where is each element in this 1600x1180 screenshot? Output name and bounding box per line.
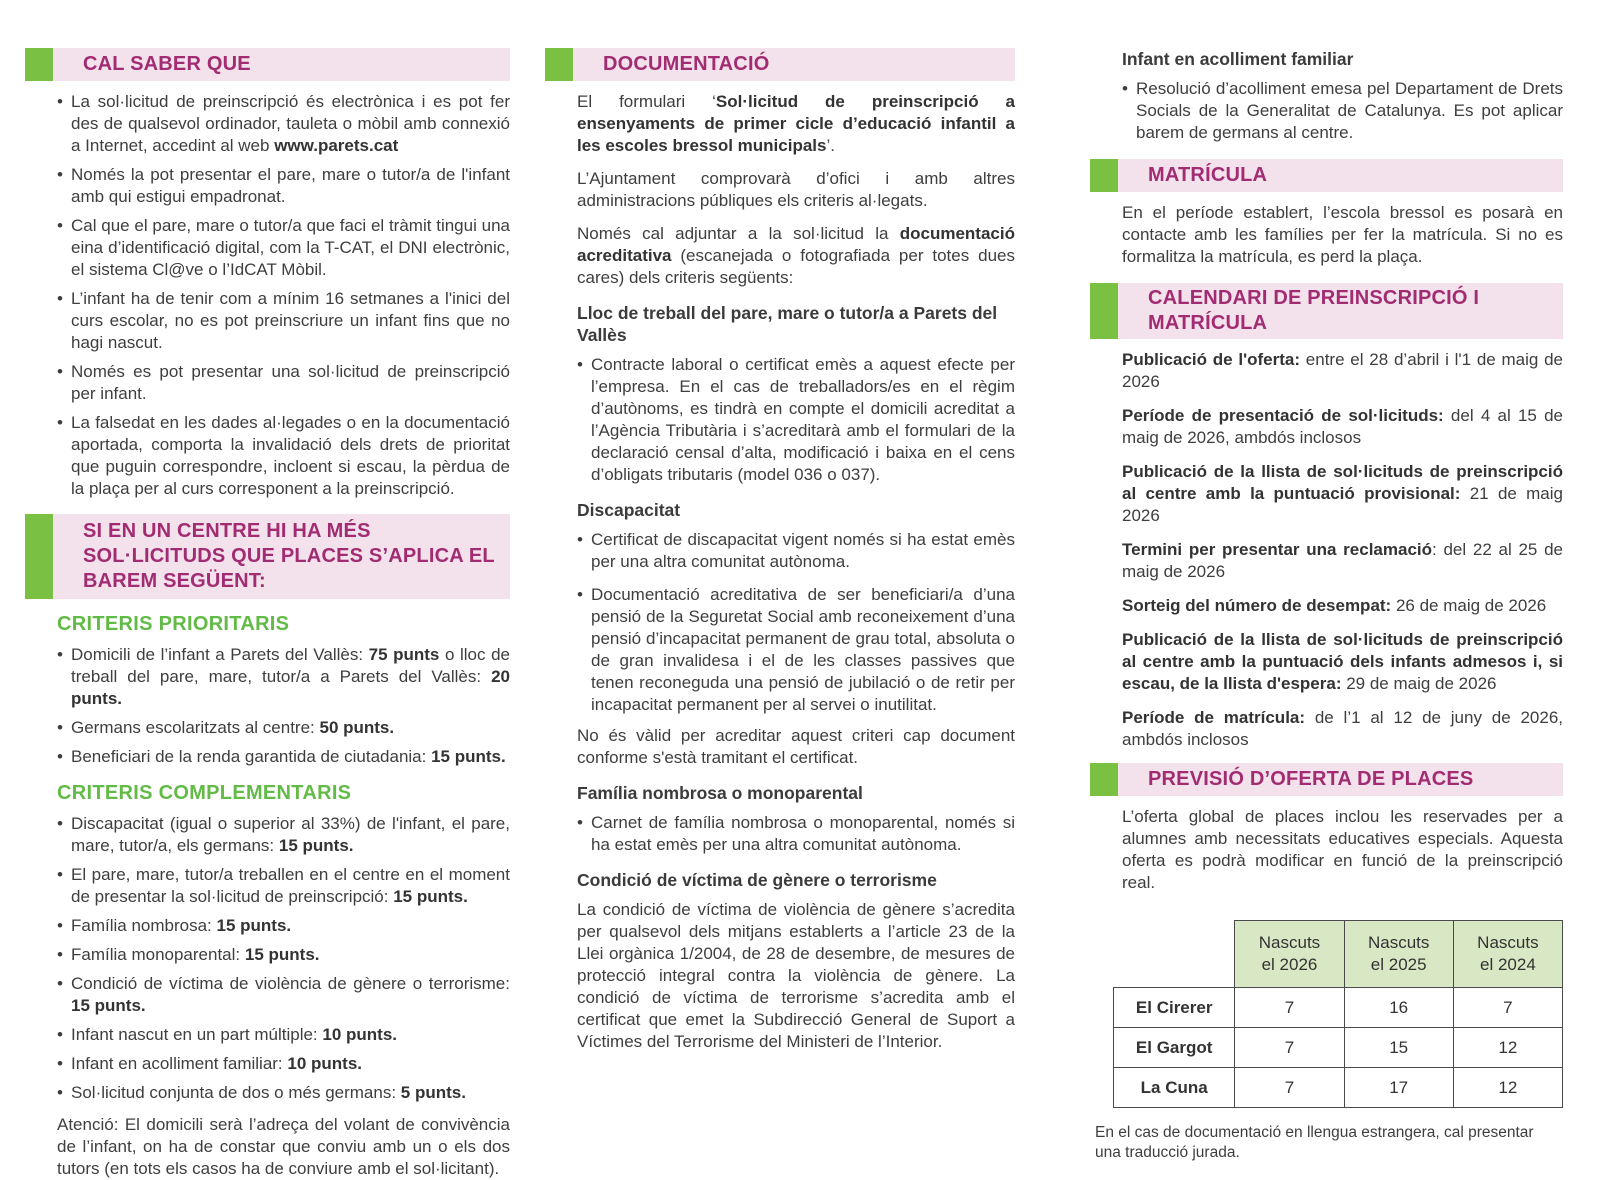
section-title: SI EN UN CENTRE HI HA MÉS SOL·LICITUDS QUE PLACES S’APLICA EL BAREM SEGÜENT:: [83, 520, 495, 592]
bullet-bold: 50 punts.: [319, 718, 395, 737]
previsio-paragraph: L’oferta global de places inclou les reservades per a alumnes amb necessitats educatives especials. Aquesta oferta es podrà modificar en funció de la preinscripció real.: [1122, 807, 1563, 892]
calendar-entry: [1122, 405, 1563, 449]
complementaris-bullet-list: [57, 813, 510, 1104]
calendar-entry: [1122, 595, 1563, 617]
calendar-entry-label: Període de presentació de sol·licituds:: [1122, 406, 1444, 425]
table-cell: 15: [1344, 1028, 1453, 1068]
documentacio-content: [545, 91, 1015, 1053]
bullet-bold: www.parets.cat: [274, 136, 399, 155]
table-cell: 7: [1235, 1068, 1344, 1108]
know-content: [25, 91, 510, 500]
discapacitat-note: No és vàlid per acreditar aquest criteri cap document conforme s'està tramitant el certificat.: [577, 726, 1015, 767]
calendar-entry-value: 21 de maig 2026: [1122, 484, 1563, 525]
bullet-text: Sol·licitud conjunta de dos o més germans:: [71, 1083, 401, 1102]
calendar-entry: [1122, 539, 1563, 583]
bullet-item: • Cal que el pare, mare o tutor/a que faci el tràmit tingui una eina d’identificació digital, com la T-CAT, el DNI electrònic, el sistema Cl@ve o l’IdCAT Mòbil.: [57, 215, 510, 281]
header-line: el 2026: [1261, 955, 1318, 974]
criteris-prioritaris-heading: CRITERIS PRIORITARIS: [57, 613, 290, 635]
bullet-item: [57, 1082, 510, 1104]
calendar-entry: [1122, 349, 1563, 393]
bullet-item: [57, 973, 510, 1017]
previsio-content: [1090, 806, 1563, 894]
table-row: [1114, 1028, 1563, 1068]
green-square-icon: [25, 514, 53, 599]
section-title: DOCUMENTACIÓ: [603, 53, 770, 75]
header-line: Nascuts: [1367, 933, 1430, 952]
calendar-entry-label: Període de matrícula:: [1122, 708, 1306, 727]
calendar-entry-value: 26 de maig de 2026: [1391, 596, 1547, 615]
translation-footnote: En el cas de documentació en llengua estrangera, cal presentar una traducció jurada.: [1095, 1124, 1534, 1161]
barem-content: [25, 613, 510, 1180]
atencio-note: Atenció: El domicili serà l’adreça del volant de convivència de l’infant, on ha de constar que conviu amb un o els dos tutors (en tots els casos ha de conviure amb el sol·licitant).: [57, 1115, 510, 1178]
bullet-item: [57, 746, 510, 768]
acolliment-content: [1090, 48, 1563, 144]
bullet-bold: 15 punts.: [278, 836, 354, 855]
paragraph-formulari: [577, 91, 1015, 157]
bullet-text: o lloc de treball del pare, mare, tutor/a a Parets del Vallès:: [71, 645, 510, 686]
bullet-item: • Carnet de família nombrosa o monoparental, només si ha estat emès per una altra comunitat autònoma.: [577, 812, 1015, 856]
bullet-text: Discapacitat (igual o superior al 33%) de l'infant, el pare, mare, tutor/a, els germans:: [71, 814, 510, 855]
bullet-bold: 5 punts.: [400, 1083, 466, 1102]
table-cell: 7: [1235, 1028, 1344, 1068]
calendar-entry-value: de l’1 al 12 de juny de 2026, ambdós inclosos: [1122, 708, 1564, 749]
table-row: [1114, 1068, 1563, 1108]
bullet-item: [57, 813, 510, 857]
table-cell: 7: [1453, 988, 1562, 1028]
places-table: [1113, 920, 1563, 1108]
bullet-item: • Només es pot presentar una sol·licitud de preinscripció per infant.: [57, 361, 510, 405]
section-title: CAL SABER QUE: [83, 53, 251, 75]
calendar-entry: [1122, 629, 1563, 695]
calendar-entry-label: Publicació de la llista de sol·licituds de preinscripció al centre amb la puntuació provisional:: [1122, 462, 1563, 503]
bullet-item: [57, 864, 510, 908]
calendar-entry: [1122, 707, 1563, 751]
bullet-bold: 15 punts.: [393, 887, 468, 906]
bullet-item: • Només la pot presentar el pare, mare o tutor/a de l'infant amb qui estigui empadronat.: [57, 164, 510, 208]
header-line: el 2025: [1370, 955, 1427, 974]
section-bar-barem: [25, 514, 510, 599]
lloc-treball-list: [577, 354, 1015, 486]
paragraph-text: Només cal adjuntar a la sol·licitud la: [577, 224, 900, 243]
paragraph-text: (escanejada o fotografiada per totes dues cares) dels criteris següents:: [577, 246, 1015, 287]
prioritaris-bullet-list: [57, 644, 510, 768]
bullet-bold: 10 punts.: [322, 1025, 397, 1044]
header-line: Nascuts: [1258, 933, 1321, 952]
table-row-label: El Cirerer: [1114, 988, 1235, 1028]
bullet-item: [57, 644, 510, 710]
bullet-text: Infant en acolliment familiar:: [71, 1054, 288, 1073]
calendar-entry: [1122, 461, 1563, 527]
victima-paragraph: La condició de víctima de violència de gènere s’acredita per qualsevol dels mitjans establerts a l’article 23 de la Llei orgànica 1/2004, de 28 de desembre, de mesures de protecció integral contra la violència de gènere. La condició de víctima de terrorisme s’acredita amb el certificat que emet la Subdirecció General de Suport a Víctimes del Terrorisme del Ministeri de l’Interior.: [577, 900, 1015, 1051]
bullet-bold: 15 punts.: [216, 916, 292, 935]
green-square-icon: [1090, 159, 1118, 192]
bullet-item: [57, 91, 510, 157]
section-bar-previsio: [1090, 763, 1563, 796]
calendari-content: [1090, 349, 1563, 751]
bullet-item: [57, 1024, 510, 1046]
bullet-text: Família monoparental:: [71, 945, 245, 964]
bullet-text: Domicili de l’infant a Parets del Vallès:: [71, 645, 369, 664]
paragraph-adjuntar: [577, 223, 1015, 289]
section-bar-matricula: [1090, 159, 1563, 192]
victima-heading: Condició de víctima de gènere o terrorisme: [577, 870, 937, 890]
discapacitat-heading: Discapacitat: [577, 500, 681, 520]
column-cal-saber-que: [25, 48, 510, 1180]
know-bullet-list: [57, 91, 510, 500]
green-square-icon: [25, 48, 53, 81]
header-line: Nascuts: [1477, 933, 1539, 952]
bullet-item: • Documentació acreditativa de ser beneficiari/a d’una pensió de la Seguretat Social amb reconeixement d’una pensió d’incapacitat permanent de grau total, absoluta o de gran invalidesa i el de les classes passives que tenen reconeguda una pensió de jubilació o de retir per incapacitat permanent per al servei o inutilitat.: [577, 584, 1015, 716]
section-bar-calendari: [1090, 283, 1563, 339]
matricula-paragraph: En el període establert, l’escola bressol es posarà en contacte amb les famílies per fer la matrícula. Si no es formalitza la matrícula, es perd la plaça.: [1122, 203, 1563, 266]
table-cell: 12: [1453, 1068, 1562, 1108]
header-line: el 2024: [1480, 955, 1536, 974]
calendar-entry-label: Termini per presentar una reclamació: [1122, 540, 1433, 559]
paragraph-ajuntament: L’Ajuntament comprovarà d’ofici i amb altres administracions públiques els criteris al·legats.: [577, 169, 1015, 210]
acolliment-list: [1122, 78, 1563, 144]
bullet-item: [57, 915, 510, 937]
bullet-item: [57, 717, 510, 739]
table-row-label: La Cuna: [1114, 1068, 1235, 1108]
bullet-item: • Certificat de discapacitat vigent només si ha estat emès per una altra comunitat autònoma.: [577, 529, 1015, 573]
bullet-bold: 10 punts.: [287, 1054, 363, 1073]
section-title: MATRÍCULA: [1148, 164, 1268, 186]
bullet-bold: 15 punts.: [244, 945, 320, 964]
table-row: [1114, 988, 1563, 1028]
paragraph-bold: documentació acreditativa: [577, 224, 1015, 265]
calendar-entry-label: Sorteig del número de desempat:: [1122, 596, 1392, 615]
bullet-text: La sol·licitud de preinscripció és electrònica i es pot fer des de qualsevol ordinador, tauleta o mòbil amb connexió a Internet, accedint al web: [71, 92, 510, 155]
bullet-item: [57, 944, 510, 966]
column-documentacio: [545, 48, 1015, 1180]
calendar-entry-label: Publicació de l'oferta:: [1122, 350, 1301, 369]
green-square-icon: [545, 48, 573, 81]
bullet-bold: 15 punts.: [71, 996, 146, 1015]
table-header-cell: [1235, 921, 1344, 988]
table-cell: 12: [1453, 1028, 1562, 1068]
table-row-label: El Gargot: [1114, 1028, 1235, 1068]
green-square-icon: [1090, 763, 1118, 796]
paragraph-bold: Sol·licitud de preinscripció a ensenyaments de primer cicle d’educació infantil a les escoles bressol municipals: [577, 92, 1015, 155]
calendar-entry-value: : del 22 al 25 de maig de 2026: [1122, 540, 1564, 581]
table-cell: 7: [1235, 988, 1344, 1028]
table-header-cell: [1453, 921, 1562, 988]
bullet-bold: 15 punts.: [431, 747, 506, 766]
bullet-text: Infant nascut en un part múltiple:: [71, 1025, 323, 1044]
matricula-content: [1090, 202, 1563, 268]
table-corner-cell: [1114, 921, 1235, 988]
table-cell: 17: [1344, 1068, 1453, 1108]
calendar-entry-label: Publicació de la llista de sol·licituds de preinscripció al centre amb la puntuació dels infants admesos i, si escau, de la llista d'espera:: [1122, 630, 1563, 693]
calendar-entry-value: 29 de maig de 2026: [1341, 674, 1497, 693]
table-cell: 16: [1344, 988, 1453, 1028]
bullet-text: Condició de víctima de violència de gènere o terrorisme:: [71, 974, 510, 993]
paragraph-text: ’.: [826, 136, 835, 155]
discapacitat-list: [577, 529, 1015, 716]
section-bar-cal-saber-que: [25, 48, 510, 81]
green-square-icon: [1090, 283, 1118, 339]
bullet-bold: 20 punts.: [71, 667, 510, 708]
table-header-row: [1114, 921, 1563, 988]
table-header-cell: [1344, 921, 1453, 988]
familia-list: [577, 812, 1015, 856]
calendar-entry-value: del 4 al 15 de maig de 2026, ambdós inclosos: [1122, 406, 1563, 447]
bullet-item: • Resolució d’acolliment emesa pel Departament de Drets Socials de la Generalitat de Catalunya. Es pot aplicar barem de germans al centre.: [1122, 78, 1563, 144]
column-matricula-calendari: [1090, 48, 1563, 1180]
section-title: CALENDARI DE PREINSCRIPCIÓ I MATRÍCULA: [1148, 287, 1480, 334]
bullet-item: • Contracte laboral o certificat emès a aquest efecte per l’empresa. En el cas de treballadors/es en el règim d’autònoms, es tindrà en compte el domicili acreditat a l’Agència Tributària i s’acreditarà amb el formulari de la declaració censal d’alta, modificació i baixa en el cens d’obligats tributaris (model 036 o 037).: [577, 354, 1015, 486]
acolliment-heading: Infant en acolliment familiar: [1122, 49, 1354, 69]
bullet-text: Família nombrosa:: [71, 916, 217, 935]
bullet-text: Beneficiari de la renda garantida de ciutadania:: [71, 747, 432, 766]
bullet-item: [57, 1053, 510, 1075]
paragraph-text: El formulari ‘: [577, 92, 716, 111]
lloc-treball-heading: Lloc de treball del pare, mare o tutor/a a Parets del Vallès: [577, 303, 998, 345]
calendar-entry-value: entre el 28 d’abril i l'1 de maig de 2026: [1122, 350, 1564, 391]
bullet-item: • L’infant ha de tenir com a mínim 16 setmanes a l'inici del curs escolar, no es pot preinscriure un infant fins que no hagi nascut.: [57, 288, 510, 354]
bullet-text: Germans escolaritzats al centre:: [71, 718, 320, 737]
bullet-item: • La falsedat en les dades al·legades o en la documentació aportada, comporta la invalidació dels drets de prioritat que puguin correspondre, incloent si escau, la pèrdua de la plaça per al curs corresponent a la preinscripció.: [57, 412, 510, 500]
section-title: PREVISIÓ D’OFERTA DE PLACES: [1148, 768, 1474, 790]
criteris-complementaris-heading: CRITERIS COMPLEMENTARIS: [57, 782, 352, 804]
bullet-bold: 75 punts: [368, 645, 440, 664]
bullet-text: El pare, mare, tutor/a treballen en el centre en el moment de presentar la sol·licitud de preinscripció:: [71, 865, 510, 906]
familia-heading: Família nombrosa o monoparental: [577, 783, 863, 803]
section-bar-documentacio: [545, 48, 1015, 81]
